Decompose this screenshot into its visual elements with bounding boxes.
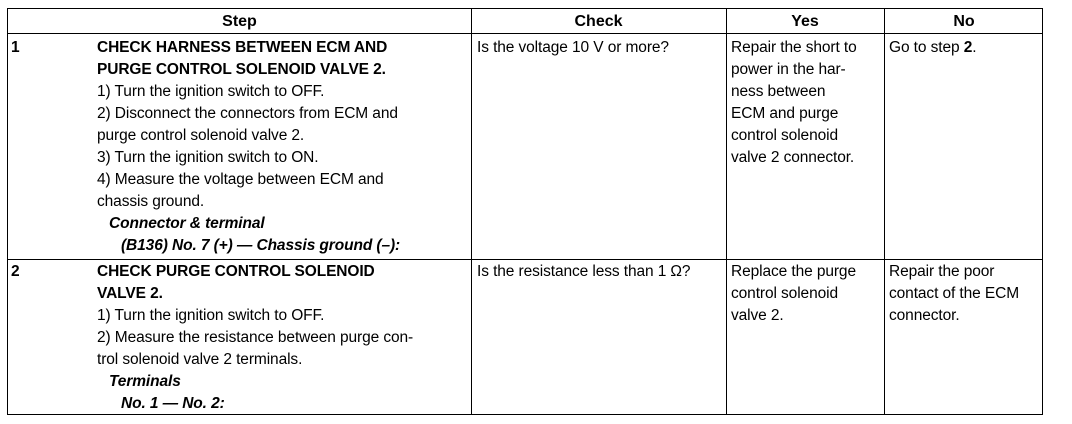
step-reference: 2	[963, 39, 973, 56]
step-heading-line: CHECK HARNESS BETWEEN ECM AND	[97, 39, 388, 56]
column-divider	[471, 9, 472, 414]
step-heading-line: CHECK PURGE CONTROL SOLENOID	[97, 263, 375, 280]
check-question: Is the voltage 10 V or more?	[477, 39, 669, 56]
step-number: 1	[11, 39, 20, 56]
step-heading-line: VALVE 2.	[97, 285, 163, 302]
yes-action-line: power in the har-	[731, 61, 846, 78]
yes-action-line: Replace the purge	[731, 263, 856, 280]
diagnostic-table	[7, 8, 1043, 415]
yes-action-line: ness between	[731, 83, 826, 100]
yes-action-line: valve 2.	[731, 307, 784, 324]
yes-action-line: Repair the short to	[731, 39, 857, 56]
step-description	[97, 37, 469, 257]
column-divider	[884, 9, 885, 414]
step-instruction-line: 2) Measure the resistance between purge con-	[97, 329, 414, 346]
no-action-suffix: .	[972, 39, 977, 56]
step-instruction-line: 4) Measure the voltage between ECM and	[97, 171, 384, 188]
spec-title: Connector & terminal	[109, 215, 265, 232]
step-instruction-line: 3) Turn the ignition switch to ON.	[97, 149, 319, 166]
no-action-line: contact of the ECM	[889, 285, 1020, 302]
step-instruction-line: trol solenoid valve 2 terminals.	[97, 351, 303, 368]
step-instruction-line: 1) Turn the ignition switch to OFF.	[97, 83, 325, 100]
spec-value: No. 1 — No. 2:	[121, 395, 225, 412]
step-description	[97, 261, 469, 415]
yes-action-line: valve 2 connector.	[731, 149, 855, 166]
header-no: No	[953, 13, 975, 30]
no-action	[889, 261, 1041, 327]
yes-action-line: control solenoid	[731, 285, 838, 302]
no-action-line: Repair the poor	[889, 263, 995, 280]
check-question: Is the resistance less than 1 Ω?	[477, 263, 691, 280]
column-divider	[726, 9, 727, 414]
step-number: 2	[11, 263, 20, 280]
no-action	[889, 37, 1041, 59]
spec-value: (B136) No. 7 (+) — Chassis ground (–):	[121, 237, 401, 254]
no-action-line: connector.	[889, 307, 960, 324]
step-instruction-line: chassis ground.	[97, 193, 205, 210]
header-step: Step	[222, 13, 257, 30]
no-action-text: Go to step	[889, 39, 964, 56]
row-divider	[8, 259, 1042, 260]
yes-action	[731, 37, 882, 169]
step-instruction-line: 1) Turn the ignition switch to OFF.	[97, 307, 325, 324]
row-divider	[8, 33, 1042, 34]
header-check: Check	[574, 13, 623, 30]
yes-action	[731, 261, 882, 327]
step-instruction-line: 2) Disconnect the connectors from ECM and	[97, 105, 398, 122]
step-instruction-line: purge control solenoid valve 2.	[97, 127, 305, 144]
spec-title: Terminals	[109, 373, 181, 390]
step-heading-line: PURGE CONTROL SOLENOID VALVE 2.	[97, 61, 386, 78]
yes-action-line: ECM and purge	[731, 105, 839, 122]
header-yes: Yes	[791, 13, 819, 30]
yes-action-line: control solenoid	[731, 127, 838, 144]
